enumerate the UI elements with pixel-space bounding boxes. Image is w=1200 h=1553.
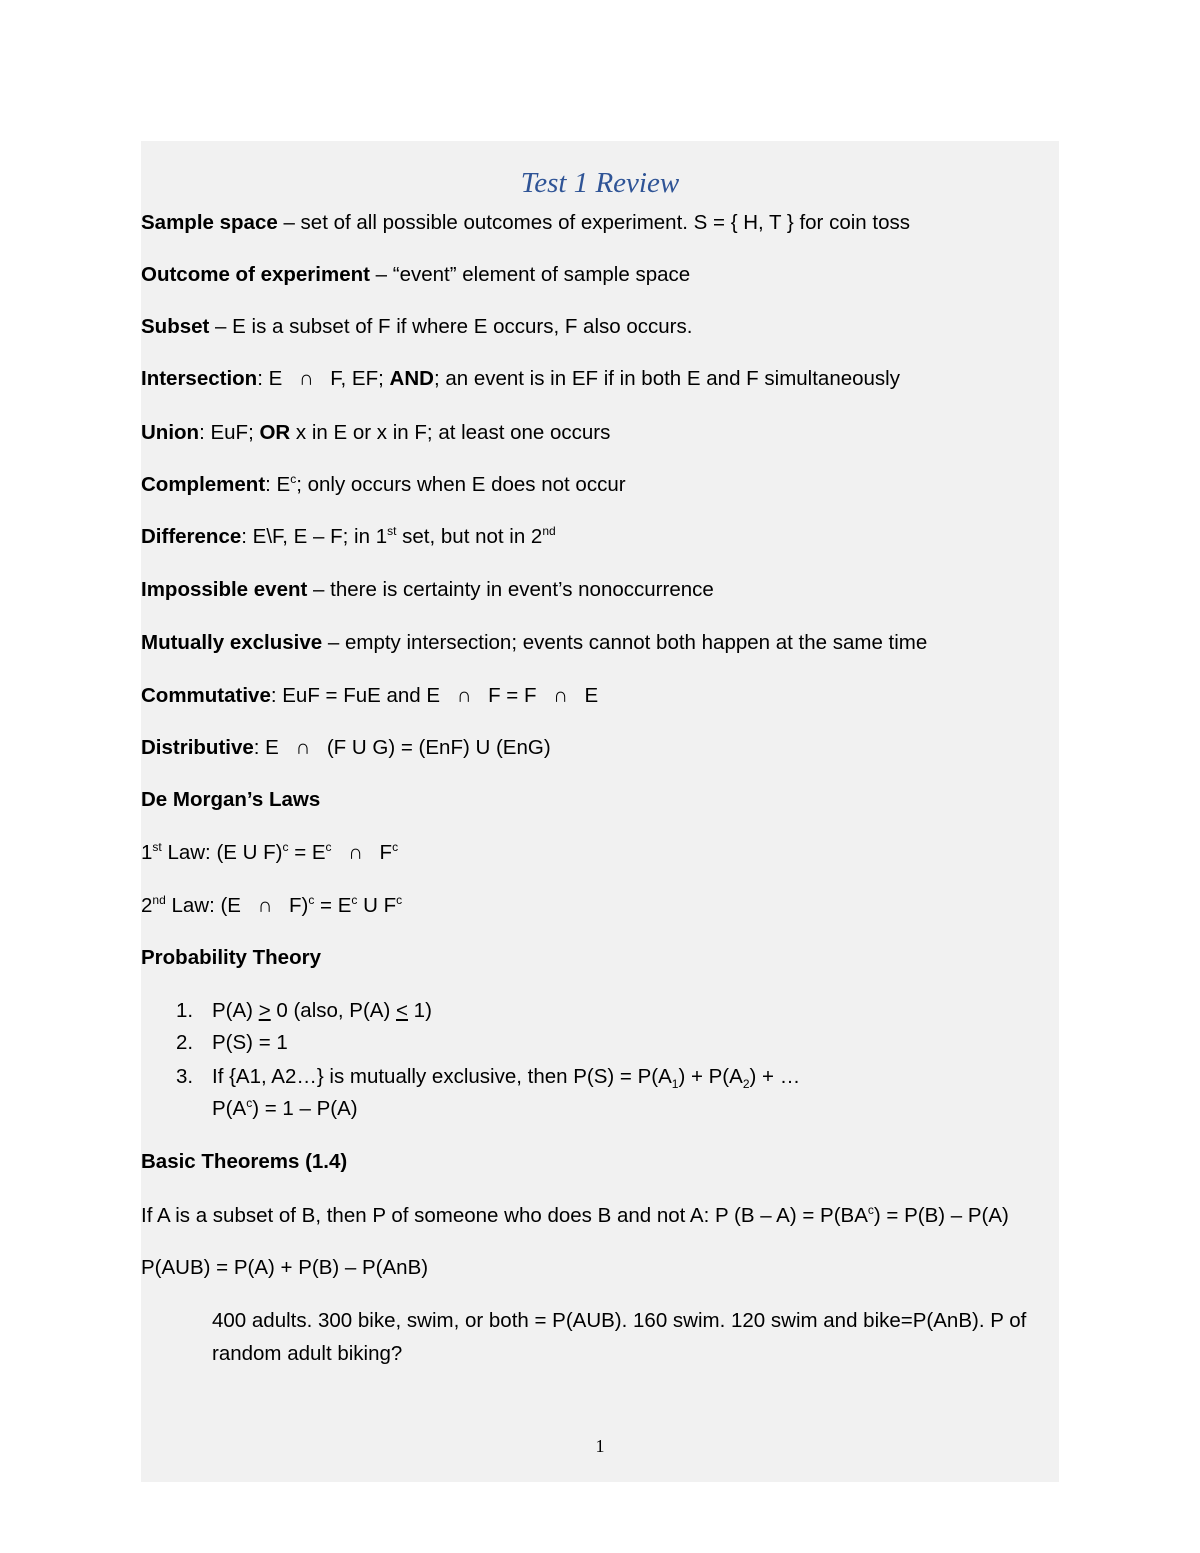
demorgan-law-2: 2nd Law: (E ∩ $F)^c = E^c$ U $F^c$ [141,893,403,917]
page-number: 1 [595,1436,605,1456]
list-item: P(S) = 1 [212,1031,288,1054]
term: Sample space [141,211,278,234]
list-item-continuation: $P(A^c) = 1 - P(A)$ [212,1096,358,1120]
list-item: P(A) > 0 (also, P(A) < 1) [212,999,432,1022]
basic-theorems-heading: Basic Theorems (1.4) [141,1150,348,1173]
def-mutually-exclusive: Mutually exclusive – empty intersection; events cannot both happen at the same time [141,631,928,654]
def-sample-space: Sample space – set of all possible outcomes of experiment. S = { H, T } for coin toss [141,211,910,234]
list-number: 2. [176,1031,194,1054]
demorgan-heading: De Morgan’s Laws [141,788,321,811]
def-outcome: Outcome of experiment – “event” element of sample space [141,263,691,286]
def-complement: Complement: $E^c$; only occurs when E does not occur [141,472,626,496]
page-title: Test 1 Review [520,167,680,199]
content-area [141,141,1059,1482]
list-item: If {A1, A2…} is mutually exclusive, then $P(S) = P(A_1) + P(A_2)$ + … [212,1065,801,1091]
def-impossible-event: Impossible event – there is certainty in event’s nonoccurrence [141,578,714,601]
list-number: 3. [176,1065,194,1088]
def-difference: Difference: E\F, E – F; in 1st set, but not in 2nd [141,524,556,548]
def-union: Union: EuF; OR x in E or x in F; at least one occurs [141,421,611,444]
def-commutative: Commutative: EuF = FuE and E ∩ F = F ∩ E [141,684,599,707]
basic-theorem-line-2: P(AUB) = P(A) + P(B) – P(AnB) [141,1256,429,1279]
def-intersection: Intersection: E ∩ F, EF; AND; an event is in EF if in both E and F simultaneously [141,367,900,390]
def-subset: Subset – E is a subset of F if where E occurs, F also occurs. [141,315,693,338]
example-paragraph: 400 adults. 300 bike, swim, or both = P(AUB). 160 swim. 120 swim and bike=P(AnB). P of random adult biking? [212,1309,1027,1365]
def-distributive: Distributive: E ∩ (F U G) = (EnF) U (EnG) [141,736,551,759]
list-number: 1. [176,999,194,1022]
basic-theorem-line-1: If A is a subset of B, then P of someone who does B and not A: P $(B - A) = P(BA^c) = P(B) - P(A)$ [141,1203,1009,1227]
demorgan-law-1: 1st Law: (E U $F)^c = E^c$ ∩ $F^c$ [141,840,399,864]
probability-heading: Probability Theory [141,946,321,969]
